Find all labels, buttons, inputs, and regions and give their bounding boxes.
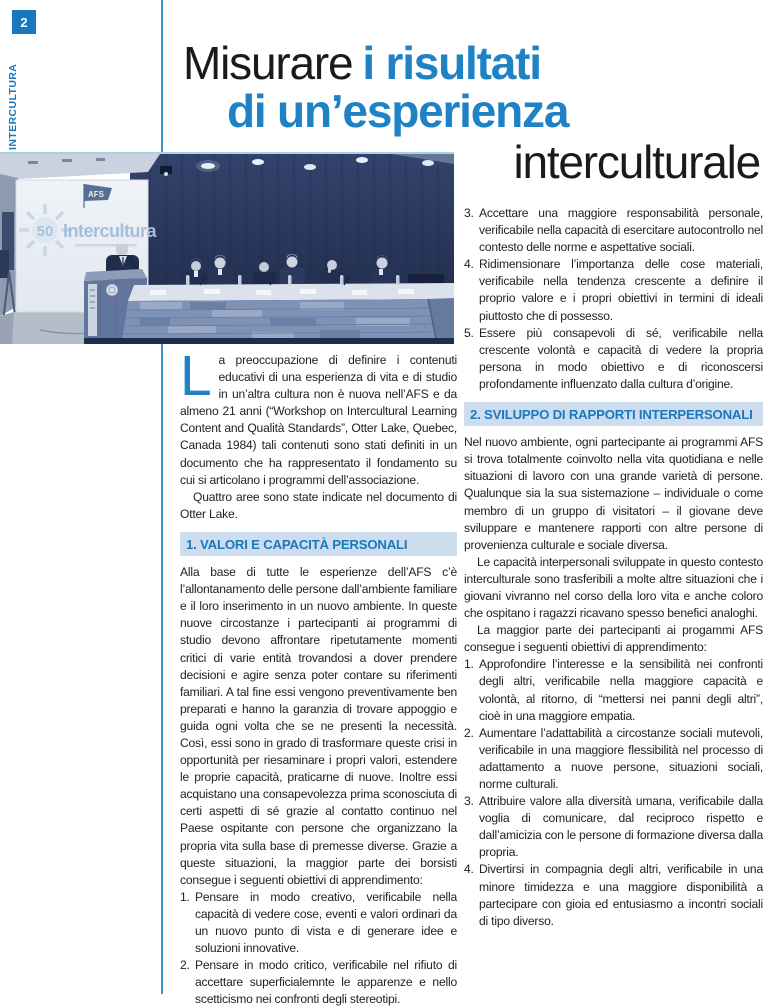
podium-banner [88, 284, 97, 336]
list-item-text: Approfondire l’interesse e la sensibilità nei confronti degli altri, verificabile nella maggiore capacità e volontà, al ritorno, di “mettersi nei panni degli altri”, cioè in una maggiore empatia. [479, 657, 763, 723]
section-1-heading: 1. VALORI E CAPACITÀ PERSONALI [180, 532, 457, 556]
list-item-text: Pensare in modo creativo, verificabile nella capacità di vedere cose, eventi e valori ordinari da un nuovo punto di vista e di generare idee e soluzioni innovative. [195, 889, 457, 956]
list-item [180, 889, 457, 957]
section-2-paragraph-1: Nel nuovo ambiente, ogni partecipante ai programmi AFS si trova totalmente coinvolto nella vita quotidiana e nelle situazioni di lavoro con una grande varietà di persone. Qualunque sia la sua sistemazione – individuale o come membro di un gruppo di visitatori – il giovane deve sviluppare e mantenere rapporti con altre persone di provenienza culturale e sociale diversa. [464, 435, 763, 552]
list-item [464, 861, 763, 929]
vertical-rule [161, 0, 163, 994]
title-line-2: di un’esperienza [227, 85, 569, 137]
title-line-1-black: Misurare [183, 37, 353, 89]
section-2-paragraph-3: La maggior parte dei partecipanti ai progammi AFS consegue i seguenti obiettivi di apprendimento: [464, 623, 763, 655]
conference-photo [0, 152, 454, 346]
list-item-number: 4. [464, 257, 474, 272]
list-item-number: 3. [464, 206, 474, 220]
list-item [464, 793, 763, 861]
podium-emblem [106, 284, 118, 296]
list-item-text: Aumentare l’adattabilità a circostanze sociali mutevoli, verificabile in una maggiore flessibilità nel processo di adattamento a nuove persone, situazioni sociali, norme culturali. [479, 725, 763, 791]
list-item-text: Accettare una maggiore responsabilità personale, verificabile nella capacità di esercitare autocontrollo nel contesto delle norme e aspettative sociali. [479, 206, 763, 255]
page-number: 2 [20, 14, 28, 30]
conference-photo-illustration [0, 154, 454, 344]
list-item-number: 4. [464, 862, 474, 877]
stage-shadow [84, 338, 454, 344]
list-item-number: 5. [464, 325, 474, 340]
list-item-text: Divertirsi in compagnia degli altri, verificabile in una minore timidezza e una maggiore disponibilità a partecipare con gioia ed entusiasmo a incontri sociali di tipo diverso. [479, 862, 763, 928]
list-item-number: 1. [464, 657, 474, 672]
slide-anniversary-number: 50 [36, 223, 54, 240]
list-item-number: 2. [464, 725, 474, 740]
list-item-number: 2. [180, 958, 190, 973]
section-1-body: Alla base di tutte le esperienze dell’AFS c’è l’allontanamento delle persone dall’ambiente familiare e il loro inserimento in un nuovo ambiente. In queste nuove circostanze i partecipanti ai programmi di studio devono affrontare ripetutamente momenti critici di varie entità trovandosi a dover prendere decisioni e agire senza poter contare su riferimenti familiari. A tal fine essi vengono preventivamente ben preparati e hanno la garanzia di trovare appoggio e guida ogni volta che se ne presenti la necessità. Così, essi sono in grado di trasformare queste crisi in opportunità per riesaminare i propri valori, estendere le proprie capacità, praticarne di nuove. Inoltre essi acquistano una consapevolezza prima sconosciuta di certi aspetti di sé grazie al contatto continuo nel Paese ospitante con persone che organizzano la propria vita sulla base di premesse diverse. Grazie a queste situazioni, la maggior parte dei borsisti consegue i seguenti obiettivi di apprendimento: [180, 565, 457, 887]
list-item-text: Ridimensionare l’importanza delle cose materiali, verificabile nella tendenza crescente a definire il proprio valore e i propri obiettivi in termini di ideali piuttosto che di possesso. [479, 257, 763, 323]
list-item-number: 3. [464, 794, 474, 809]
list-item-text: Pensare in modo critico, verificabile nel rifiuto di accettare superficialemnte le apparenze e nello scetticismo nei confronti degli stereotipi. [195, 958, 457, 1007]
slide-wordmark: Intercultura [63, 221, 157, 241]
title-line-1-blue: i risultati [362, 37, 541, 89]
list-item-text: Essere più consapevoli di sé, verificabile nella crescente volontà e capacità di vedere la propria persona in modo obiettivo e di riconoscersi profondamente influenzato dalla cultura d’origine. [479, 325, 763, 391]
intro-paragraph [180, 344, 457, 489]
page-number-badge [12, 10, 36, 34]
equipment-box [0, 250, 9, 278]
drop-cap: L [180, 344, 212, 408]
intro-paragraph-text: a preoccupazione di definire i contenuti educativi di una esperienza di vita e di studio in un’altra cultura non è nuova nell’AFS e da almeno 21 anni (“Workshop on Intercultural Learning Content and Qualità Standards”, Otter Lake, Quebec, Canada 1984) tali contenuti sono stati definiti in un documento che ha rappresentato il fondamento su cui si articolano i programmi dell’associazione. [180, 353, 457, 487]
list-item [464, 256, 763, 324]
floor-left [0, 312, 14, 344]
section-2-paragraph-2: Le capacità interpersonali sviluppate in questo contesto interculturale sono trasferibili a molte altre situazioni che i giovani vivranno nel corso della loro vita e anche coloro che ospitano i ragazzi ricavano spesso benefici analoghi. [464, 554, 763, 621]
list-item [464, 205, 763, 256]
list-item [464, 656, 763, 724]
list-item-text: Attribuire valore alla diversità umana, verificabile dalla voglia di comunicare, dal reciproco rispetto e dall’amicizia con le persone di formazione diversa dalla propria. [479, 794, 763, 860]
list-item [464, 325, 763, 393]
section-label-vertical: INTERCULTURA [7, 63, 19, 150]
title-line-3: interculturale [513, 136, 760, 188]
title-line-1 [183, 37, 541, 89]
intro-paragraph-2: Quattro aree sono state indicate nel documento di Otter Lake. [180, 489, 457, 521]
list-item-number: 1. [180, 889, 190, 904]
list-item [180, 957, 457, 1008]
list-item [464, 725, 763, 793]
article-column-left [180, 344, 457, 1007]
article-column-right [464, 205, 763, 985]
afs-flag-label: AFS [88, 190, 104, 199]
section-2-heading: 2. SVILUPPO DI RAPPORTI INTERPERSONALI [464, 402, 763, 426]
